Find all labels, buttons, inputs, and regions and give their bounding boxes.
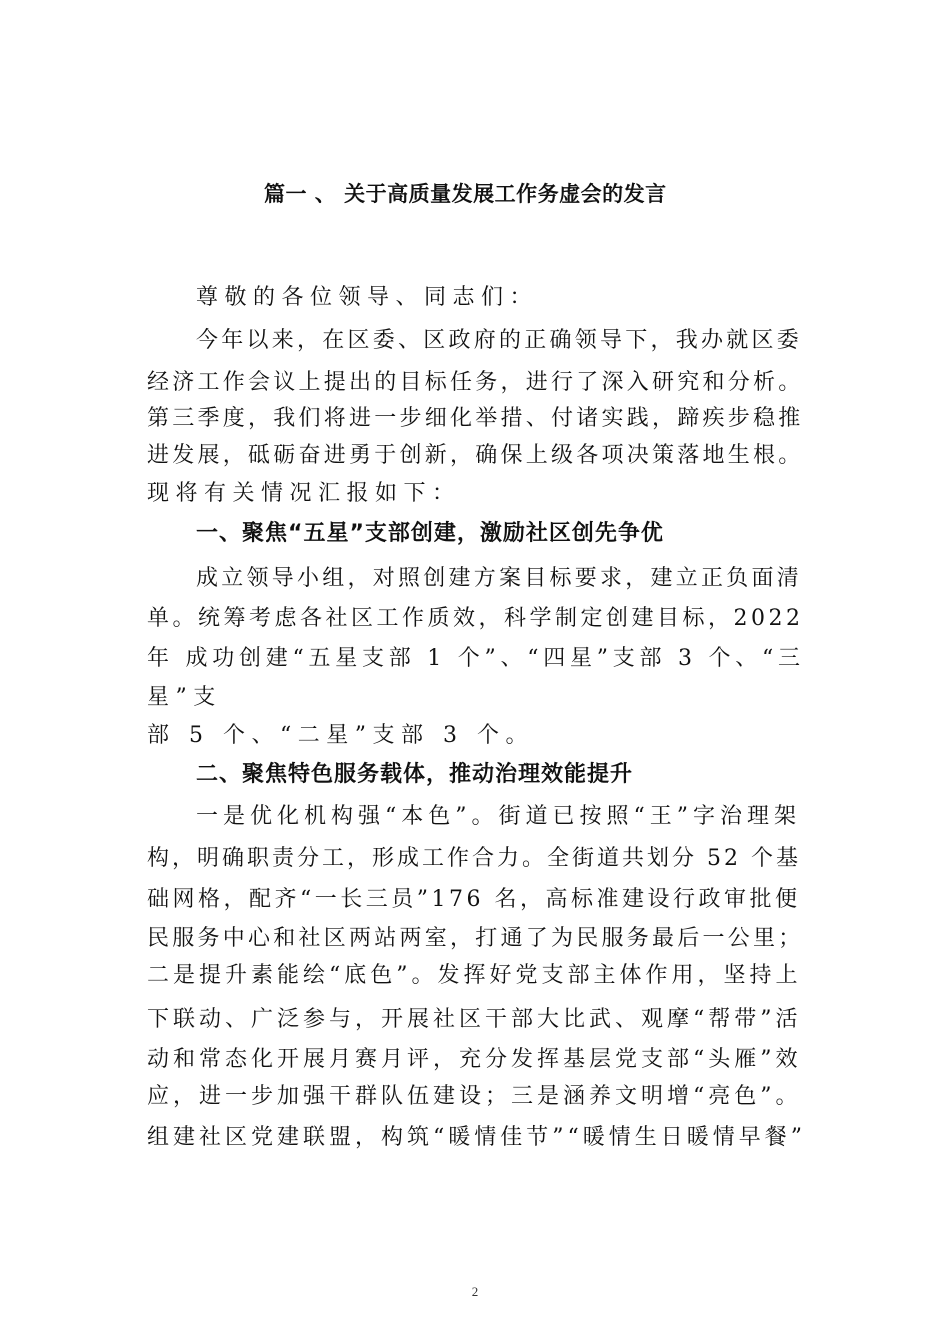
paragraph-line: 经济工作会议上提出的目标任务，进行了深入研究和分析。 — [147, 370, 804, 395]
paragraph-line: 动和常态化开展月赛月评，充分发挥基层党支部“头雁”效 — [147, 1047, 802, 1072]
paragraph-line: 成立领导小组，对照创建方案目标要求，建立正负面清 — [196, 566, 803, 591]
document-title: 篇一 、 关于高质量发展工作务虚会的发言 — [264, 182, 667, 206]
paragraph-line: 二是提升素能绘“底色”。发挥好党支部主体作用，坚持上 — [147, 963, 802, 988]
paragraph-line: 下联动、广泛参与，开展社区干部大比武、观摩“帮带”活 — [147, 1007, 802, 1032]
salutation: 尊敬的各位领导、同志们： — [196, 285, 539, 310]
paragraph-line: 部 5 个、“二星”支部 3 个。 — [147, 723, 534, 748]
paragraph-line: 今年以来，在区委、区政府的正确领导下，我办就区委 — [196, 328, 803, 353]
section-heading-1: 一、聚焦“五星”支部创建，激励社区创先争优 — [196, 521, 664, 546]
paragraph-line: 年 成功创建“五星支部 1 个”、“四星”支部 3 个、“三 — [147, 646, 805, 671]
paragraph-line: 一是优化机构强“本色”。街道已按照“王”字治理架 — [196, 804, 801, 829]
page-number: 2 — [471, 1284, 479, 1299]
paragraph-line: 民服务中心和社区两站两室，打通了为民服务最后一公里； — [147, 926, 804, 951]
section-heading-2: 二、聚焦特色服务载体，推动治理效能提升 — [196, 762, 634, 787]
paragraph-line: 进发展，砥砺奋进勇于创新，确保上级各项决策落地生根。 — [147, 443, 804, 468]
paragraph-line: 础网格，配齐“一长三员”176 名，高标准建设行政审批便 — [147, 887, 801, 912]
paragraph-line: 应，进一步加强干群队伍建设；三是涵养文明增“亮色”。 — [147, 1084, 802, 1109]
paragraph-line: 第三季度，我们将进一步细化举措、付诸实践，蹄疾步稳推 — [147, 406, 804, 431]
paragraph-line: 星”支 — [147, 685, 222, 710]
paragraph-line: 组建社区党建联盟，构筑“暖情佳节”“暖情生日暖情早餐” — [147, 1125, 806, 1150]
paragraph-line: 单。统筹考虑各社区工作质效，科学制定创建目标，2022 — [147, 606, 804, 631]
paragraph-line: 现将有关情况汇报如下： — [147, 481, 461, 506]
paragraph-line: 构，明确职责分工，形成工作合力。全街道共划分 52 个基 — [147, 846, 801, 871]
